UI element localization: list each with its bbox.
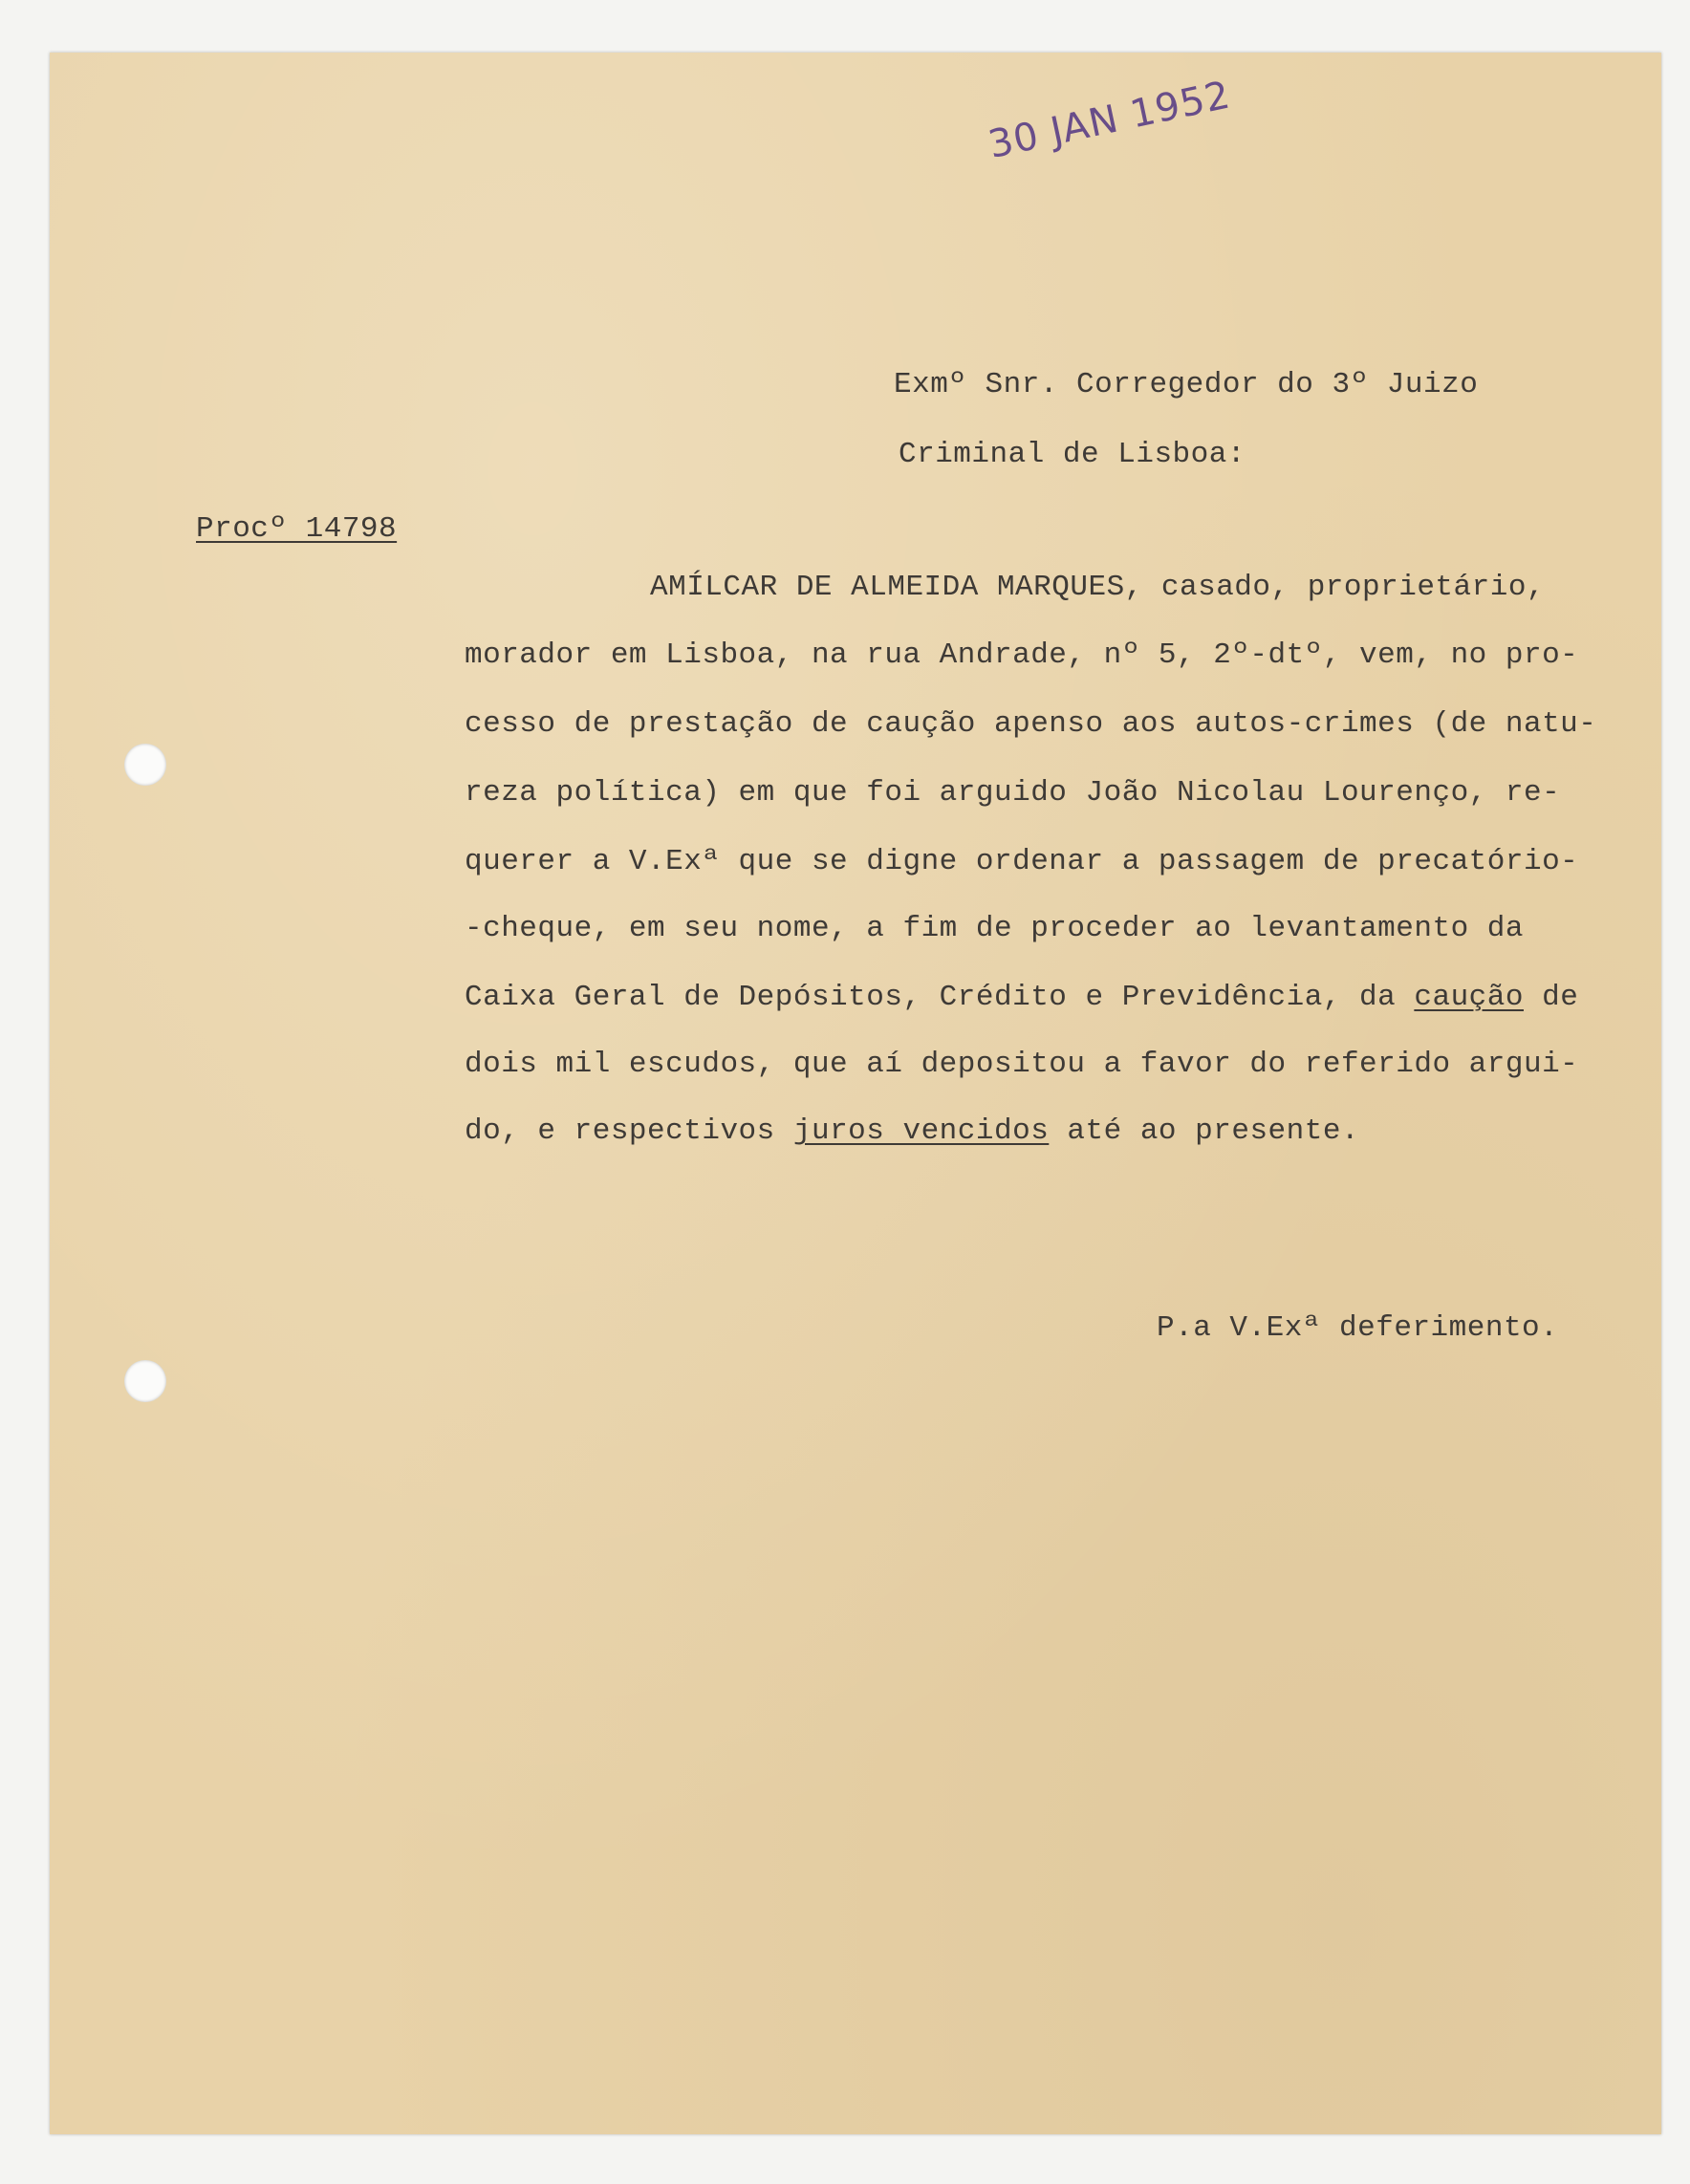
body-line-3: cesso de prestação de caução apenso aos autos-crimes (de natu- (465, 707, 1597, 741)
closing-formula: P.a V.Exª deferimento. (1157, 1311, 1559, 1345)
body-line-9-end: até ao presente. (1049, 1114, 1360, 1148)
addressee-line-2: Criminal de Lisboa: (899, 438, 1246, 471)
body-line-7-end: de (1523, 981, 1579, 1014)
punch-hole-bottom (124, 1360, 166, 1402)
underlined-juros-vencidos: juros vencidos (792, 1114, 1050, 1148)
body-line-9-start: do, e respectivos (465, 1114, 793, 1148)
body-line-9 (465, 1114, 1359, 1148)
underlined-caucao: caução (1414, 981, 1524, 1014)
body-line-5: querer a V.Exª que se digne ordenar a passagem de precatório- (465, 845, 1579, 878)
body-line-7 (465, 981, 1578, 1014)
date-stamp: 30 JAN 1952 (985, 73, 1235, 167)
process-number: Procº 14798 (196, 512, 398, 546)
body-line-8: dois mil escudos, que aí depositou a favor do referido argui- (465, 1048, 1579, 1081)
punch-hole-top (124, 744, 166, 786)
document-page (50, 53, 1661, 2134)
body-line-6: -cheque, em seu nome, a fim de proceder ao levantamento da (465, 912, 1524, 945)
body-line-4: reza política) em que foi arguido João Nicolau Lourenço, re- (465, 776, 1561, 810)
addressee-line-1: Exmº Snr. Corregedor do 3º Juizo (894, 368, 1479, 401)
body-line-1: AMÍLCAR DE ALMEIDA MARQUES, casado, proprietário, (650, 571, 1546, 604)
body-line-7-start: Caixa Geral de Depósitos, Crédito e Previdência, da (465, 981, 1415, 1014)
body-line-2: morador em Lisboa, na rua Andrade, nº 5, 2º-dtº, vem, no pro- (465, 638, 1579, 672)
